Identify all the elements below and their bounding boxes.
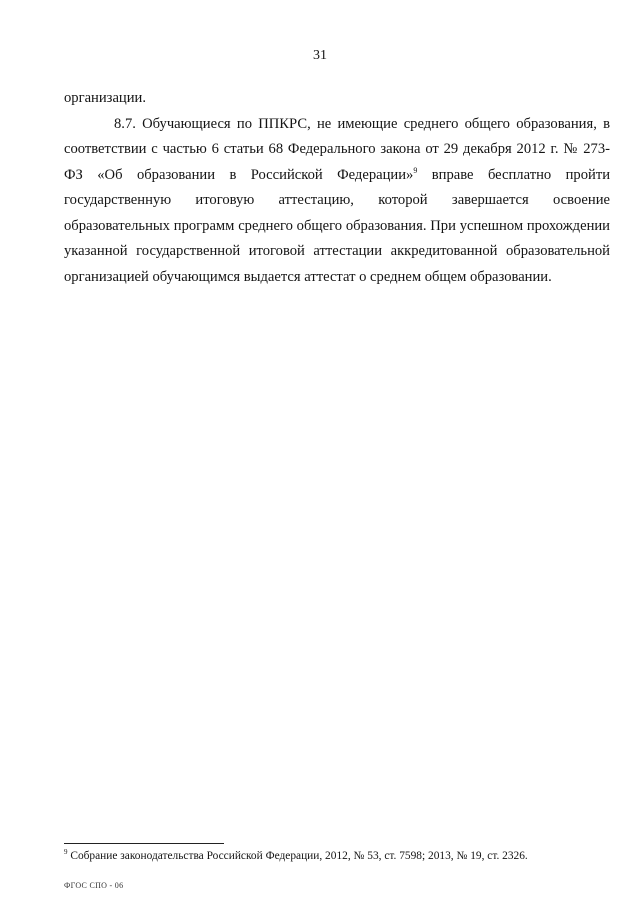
continuation-line: организации. [64, 90, 146, 106]
footnote-marker: 9 [64, 848, 68, 856]
paragraph-8-7 [64, 112, 610, 291]
page-number: 31 [313, 48, 327, 63]
footnote-divider [64, 843, 224, 844]
footnote [64, 849, 624, 864]
paragraph-rest: вправе бесплатно пройти государственную итоговую аттестацию, которой завершается освоение образовательных программ среднего общего образования. При успешном прохождении указанной государственной итоговой аттестации аккредитованной образовательной организацией обучающимся выдается аттестат о среднем общем образовании. [64, 166, 611, 285]
footnote-reference: 9 [413, 165, 418, 175]
footnote-text: Собрание законодательства Российской Федерации, 2012, № 53, ст. 7598; 2013, № 19, ст. 2326. [67, 850, 528, 862]
paragraph-lead: 8.7. Обучающиеся по ППКРС, не имеющие среднего общего образования, в соответствии с частью 6 статьи 68 Федерального закона от 29 декабря 2012 г. № 273-ФЗ «Об образовании в Российской Федерации» [64, 115, 610, 183]
body-text [64, 86, 610, 290]
document-code: ФГОС СПО - 06 [64, 881, 124, 890]
